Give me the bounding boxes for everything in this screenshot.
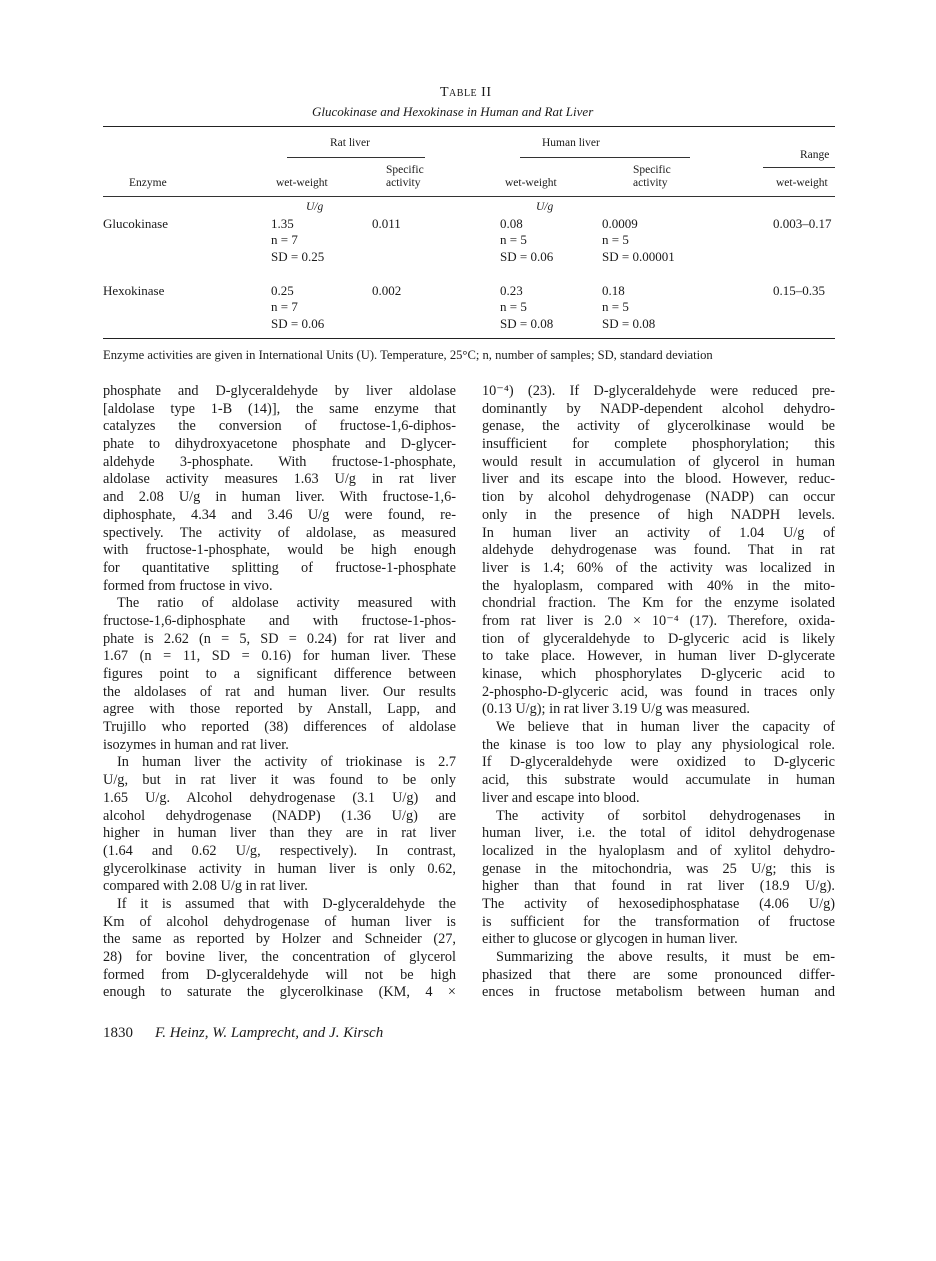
text-line: (1.64 and 0.62 U/g, respectively). In contrast, [103,842,456,859]
human-wet-weight: 0.23 [500,283,523,298]
text-line: The activity of hexosediphosphatase (4.06 U/g) [482,895,835,912]
table-title: Glucokinase and Hexokinase in Human and Rat Liver [312,104,594,119]
header-human-wet-weight: wet-weight [505,177,557,189]
text-line: 2-phospho-D-glyceric acid, was found in traces only [482,683,835,700]
text-line: would result in accumulation of glycerol in human [482,453,835,470]
header-enzyme: Enzyme [129,177,167,189]
rat-wet-weight: 0.25 [271,283,294,298]
enzyme-name: Hexokinase [103,283,165,298]
range-rule [763,167,835,168]
text-line: only in the presence of high NADPH levels. [482,506,835,523]
unit-human: U/g [536,201,554,213]
text-line: 1.65 U/g. Alcohol dehydrogenase (3.1 U/g) and [103,789,456,806]
text-line: localized in the hyaloplasm and of xylitol dehydro- [482,842,835,859]
rat-wet-weight: 1.35 [271,216,294,231]
text-line: for quantitative splitting of fructose-1-phosphate [103,559,456,576]
header-human-activity: activity [633,177,668,189]
header-rat-liver: Rat liver [330,137,370,149]
text-line: (0.13 U/g); in rat liver 3.19 U/g was measured. [482,701,751,718]
page-number: 1830 [103,1025,133,1041]
text-line: U/g, but in rat liver it was found to be only [103,772,456,789]
text-line: We believe that in human liver the capacity of [496,719,835,736]
table-top-rule [103,126,835,127]
rat-sd: SD = 0.25 [271,249,325,264]
text-line: human liver, i.e. the total of iditol dehydrogenase [482,825,835,842]
human-sa-n: n = 5 [602,299,629,314]
text-line: phate to dihydroxyacetone phosphate and D-glycer- [103,436,456,453]
text-line: tion of glyceraldehyde to D-glyceric acid is likely [482,630,835,647]
rat-n: n = 7 [271,232,298,247]
human-n: n = 5 [500,232,527,247]
text-line: alcohol dehydrogenase (NADP) (1.36 U/g) are [103,807,456,824]
table-label: Table II [440,85,492,100]
text-line: and 2.08 U/g in human liver. With fructose-1,6- [103,489,456,506]
rat-specific-activity: 0.002 [372,283,402,298]
human-sa-sd: SD = 0.08 [602,316,656,331]
text-line: figures point to a significant difference between [103,666,456,682]
footer-authors: F. Heinz, W. Lamprecht, and J. Kirsch [155,1025,384,1041]
rat-n: n = 7 [271,299,298,314]
text-line: liver and its escape into the blood. However, reduc- [482,471,835,488]
text-line: the aldolases of rat and human liver. Our results [103,683,456,700]
text-line: diphosphate, 4.34 and 3.46 U/g were found, re- [103,506,456,523]
text-line: The activity of sorbitol dehydrogenases in [496,807,835,824]
text-line: In human liver the activity of triokinase is 2.7 [117,754,456,771]
text-line: 28) for bovine liver, the concentration of glycerol [103,949,456,965]
text-line: acid, this substrate would accumulate in human [482,772,835,789]
range-value: 0.15–0.35 [773,283,825,298]
text-line: genase in the mitochondria, was 25 U/g; this is [482,860,835,877]
text-line: 10⁻⁴) (23). If D-glyceraldehyde were reduced pre- [482,383,835,399]
text-line: agree with those reported by Anstall, Lapp, and [103,701,456,718]
text-line: Summarizing the above results, it must be em- [496,949,835,965]
human-sd: SD = 0.08 [500,316,554,331]
text-line: fructose-1,6-diphosphate and with fructose-1-phos- [103,612,456,629]
rat-specific-activity: 0.011 [372,216,401,231]
text-line: kinase, which phosphorylates D-glyceric acid to [482,666,835,682]
human-sa-n: n = 5 [602,232,629,247]
human-specific-activity: 0.0009 [602,216,638,231]
text-line: enough to saturate the glycerolkinase (KM, 4 × [103,984,456,1001]
page-footer [103,1025,383,1042]
text-line: The ratio of aldolase activity measured with [117,595,456,612]
text-line: In human liver an activity of 1.04 U/g of [482,524,835,541]
right-text-column [482,383,835,1002]
text-line: liver and escape into blood. [482,789,640,806]
text-line: to take place. However, in human liver D-glycerate [482,648,835,665]
text-line: aldehyde dehydrogenase was found. That in rat [482,542,835,559]
text-line: catalyzes the conversion of fructose-1,6-diphos- [103,418,456,435]
text-line: Trujillo who reported (38) differences of aldolase [103,719,456,736]
text-line: aldolase activity measures 1.63 U/g in rat liver [103,471,456,488]
table-bottom-rule [103,338,835,339]
human-n: n = 5 [500,299,527,314]
human-sd: SD = 0.06 [500,249,554,264]
header-range-wet-weight: wet-weight [776,177,828,189]
header-rat-wet-weight: wet-weight [276,177,328,189]
text-line: ences in fructose metabolism between human and [482,984,835,1001]
enzyme-name: Glucokinase [103,216,168,231]
left-text-column [103,383,456,1002]
range-value: 0.003–0.17 [773,216,832,231]
text-line: compared with 2.08 U/g in rat liver. [103,878,308,895]
text-line: [aldolase type 1-B (14)], the same enzyme that [103,400,456,417]
text-line: the same as reported by Holzer and Schneider (27, [103,931,456,948]
text-line: liver is 1.4; 60% of the activity was localized in [482,559,835,576]
text-line: spectively. The activity of aldolase, as measured [103,524,456,541]
text-line: genase, the activity of glycerolkinase would be [482,418,835,435]
text-line: chondrial fraction. The Km for the enzyme isolated [482,595,835,612]
text-line: is sufficient for the transformation of fructose [482,913,835,930]
text-line: phosphate and D-glyceraldehyde by liver aldolase [103,383,456,399]
table-footnote: Enzyme activities are given in International Units (U). Temperature, 25°C; n, number of samples; SD, standard deviation [103,348,713,362]
text-line: glycerolkinase activity in human liver is only 0.62, [103,860,456,877]
header-range: Range [800,149,830,161]
text-line: higher than that found in rat liver (18.9 U/g). [482,878,835,895]
text-line: phate is 2.62 (n = 5, SD = 0.24) for rat liver and [103,630,456,647]
text-line: either to glucose or glycogen in human liver. [482,931,738,948]
human-wet-weight: 0.08 [500,216,523,231]
text-line: the hyaloplasm, compared with 40% in the mito- [482,577,835,594]
header-rat-specific: Specific [386,164,424,176]
text-line: phasized that there are some pronounced differ- [482,966,835,983]
unit-rat: U/g [306,201,324,213]
human-liver-rule [520,157,690,158]
text-line: aldehyde 3-phosphate. With fructose-1-phosphate, [103,453,456,470]
text-line: 1.67 (n = 11, SD = 0.16) for human liver. These [103,648,456,665]
human-sa-sd: SD = 0.00001 [602,249,675,264]
rat-sd: SD = 0.06 [271,316,325,331]
text-line: from rat liver is 2.0 × 10⁻⁴ (17). Therefore, oxida- [482,612,835,629]
text-line: If it is assumed that with D-glyceraldehyde the [117,895,456,912]
header-rule [103,196,835,197]
text-line: tion by alcohol dehydrogenase (NADP) can occur [482,489,835,506]
text-line: the kinase is too low to play any physiological role. [482,736,835,753]
text-line: formed from D-glyceraldehyde will not be high [103,966,456,983]
text-line: formed from fructose in vivo. [103,577,273,594]
text-line: If D-glyceraldehyde were oxidized to D-glyceric [482,754,835,771]
text-line: isozymes in human and rat liver. [103,736,289,753]
text-line: with fructose-1-phosphate, would be high enough [103,542,456,559]
text-line: higher in human liver than they are in rat liver [103,825,456,842]
header-human-specific: Specific [633,164,671,176]
text-line: dominantly by NADP-dependent alcohol dehydro- [482,400,835,417]
rat-liver-rule [287,157,425,158]
header-human-liver: Human liver [542,137,600,149]
text-line: insufficient for complete phosphorylation; this [482,436,835,453]
human-specific-activity: 0.18 [602,283,625,298]
text-line: Km of alcohol dehydrogenase of human liver is [103,913,456,930]
header-rat-activity: activity [386,177,421,189]
